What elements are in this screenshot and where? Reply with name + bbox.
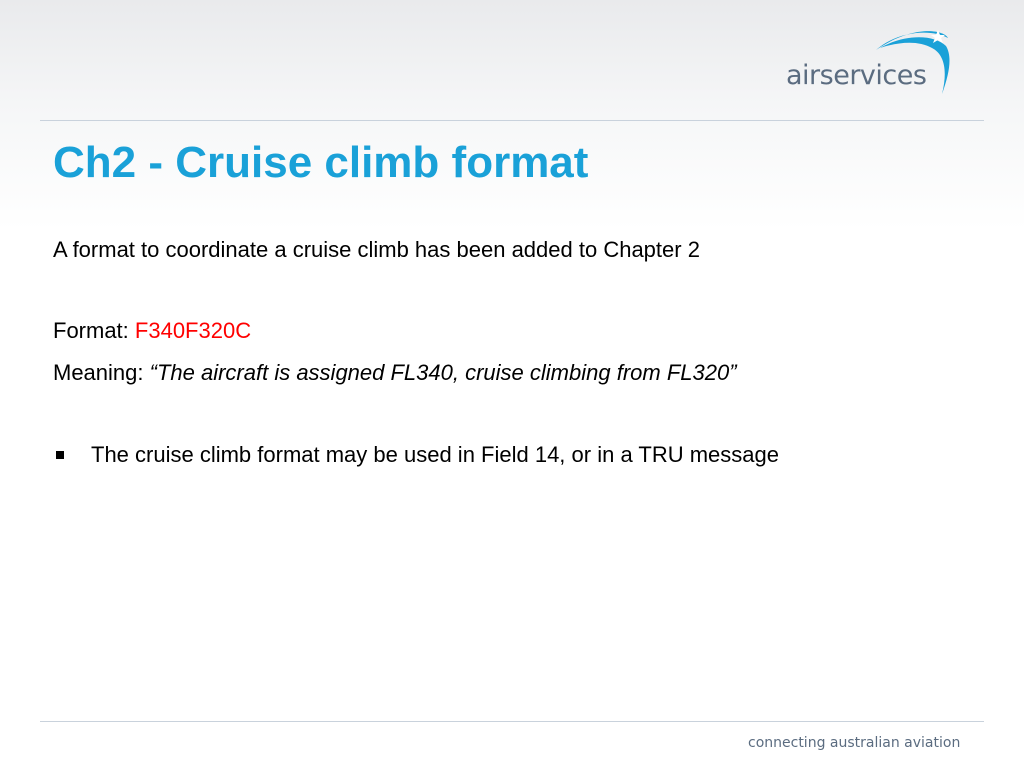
meaning-label: Meaning: bbox=[53, 360, 150, 385]
footer-divider bbox=[40, 721, 984, 722]
meaning-quote: “The aircraft is assigned FL340, cruise climbing from FL320” bbox=[149, 360, 737, 385]
format-label: Format: bbox=[53, 318, 135, 343]
logo-wordmark: airservices bbox=[786, 60, 927, 91]
footer-tagline: connecting australian aviation bbox=[748, 735, 961, 751]
format-line bbox=[53, 318, 251, 344]
airservices-logo bbox=[784, 28, 964, 100]
square-bullet-icon bbox=[56, 451, 64, 459]
header-divider bbox=[40, 120, 984, 121]
intro-text: A format to coordinate a cruise climb has been added to Chapter 2 bbox=[53, 237, 700, 262]
slide-title: Ch2 - Cruise climb format bbox=[53, 138, 589, 187]
meaning-line bbox=[53, 360, 737, 386]
format-code: F340F320C bbox=[134, 318, 252, 343]
bullet-text: The cruise climb format may be used in Field 14, or in a TRU message bbox=[91, 442, 779, 467]
